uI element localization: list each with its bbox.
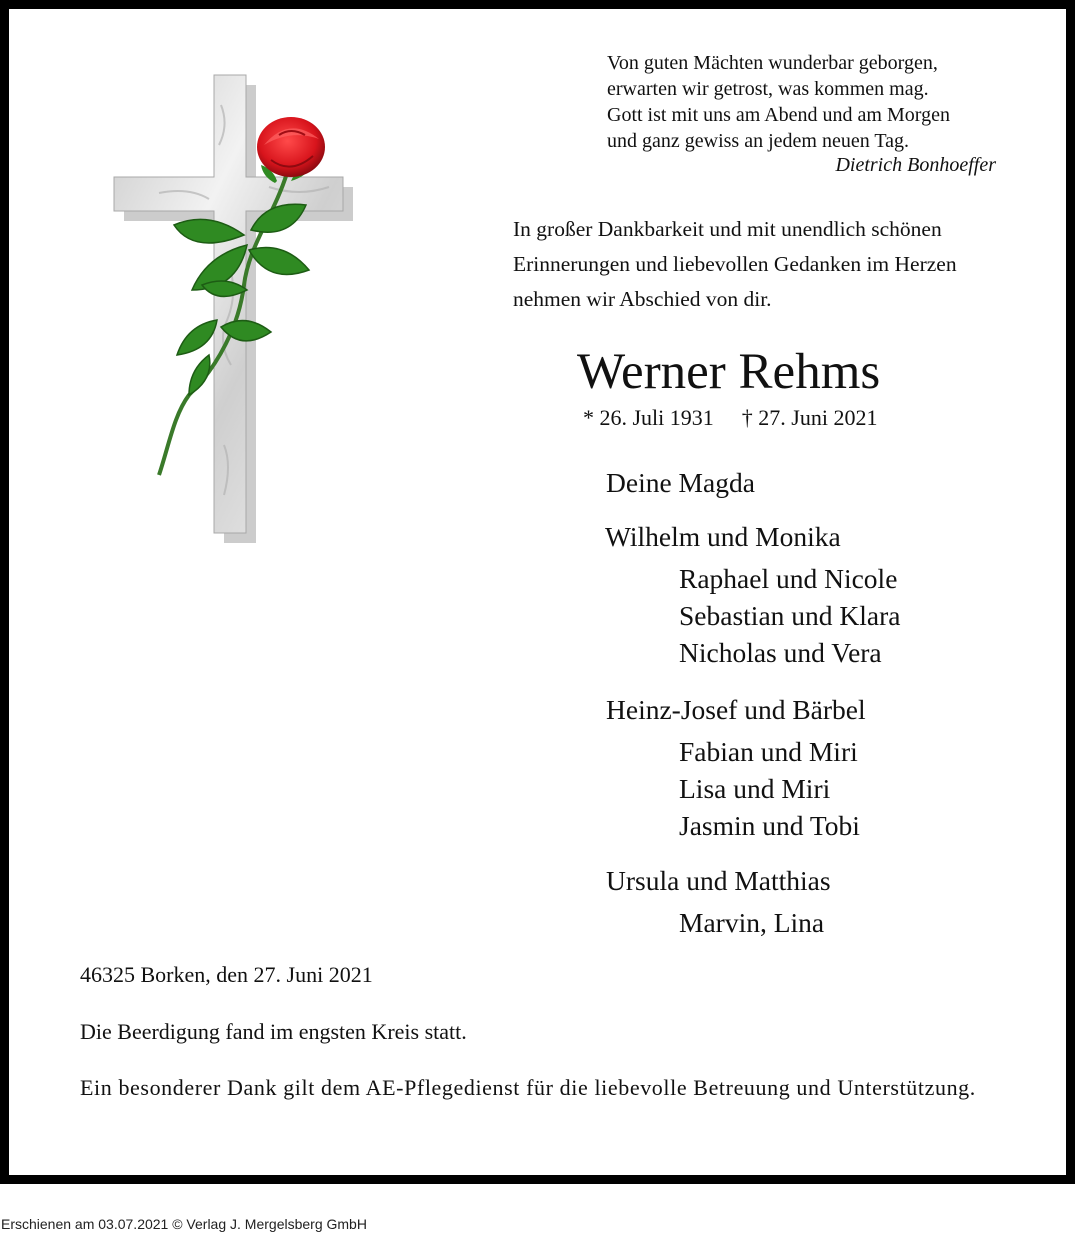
poem-line: erwarten wir getrost, was kommen mag.	[607, 78, 929, 100]
place-and-date: 46325 Borken, den 27. Juni 2021	[80, 962, 373, 987]
poem-line: Gott ist mit uns am Abend und am Morgen	[607, 104, 950, 126]
cross-with-rose-image	[99, 65, 359, 545]
family-child: Marvin, Lina	[679, 907, 825, 938]
publication-footer: Erschienen am 03.07.2021 © Verlag J. Mergelsberg GmbH	[1, 1216, 367, 1232]
family-children	[679, 733, 860, 844]
funeral-note: Die Beerdigung fand im engsten Kreis statt.	[80, 1019, 467, 1044]
poem-line: Von guten Mächten wunderbar geborgen,	[607, 52, 938, 74]
family-child: Jasmin und Tobi	[679, 810, 860, 841]
family-parents: Ursula und Matthias	[606, 865, 831, 896]
poem-author: Dietrich Bonhoeffer	[835, 154, 996, 176]
intro-line: nehmen wir Abschied von dir.	[513, 287, 772, 311]
intro-line: In großer Dankbarkeit und mit unendlich schönen	[513, 217, 942, 241]
family-child: Lisa und Miri	[679, 773, 831, 804]
family-child: Fabian und Miri	[679, 736, 858, 767]
family-parents: Heinz-Josef und Bärbel	[606, 694, 866, 725]
death-date: † 27. Juni 2021	[741, 405, 878, 430]
farewell-intro	[513, 212, 957, 317]
family-children	[679, 904, 824, 941]
family-child: Raphael und Nicole	[679, 563, 898, 594]
birth-date: * 26. Juli 1931	[583, 405, 714, 430]
family-spouse: Deine Magda	[606, 467, 755, 498]
life-dates	[583, 405, 877, 431]
family-parents: Wilhelm und Monika	[605, 521, 841, 552]
poem	[607, 50, 950, 154]
deceased-name: Werner Rehms	[577, 344, 881, 400]
poem-line: und ganz gewiss an jedem neuen Tag.	[607, 130, 910, 152]
family-children	[679, 560, 900, 671]
intro-line: Erinnerungen und liebevollen Gedanken im Herzen	[513, 252, 957, 276]
family-child: Sebastian und Klara	[679, 600, 901, 631]
family-child: Nicholas und Vera	[679, 637, 882, 668]
thanks-note: Ein besonderer Dank gilt dem AE-Pflegedienst für die liebevolle Betreuung und Unterstützung.	[80, 1075, 976, 1100]
